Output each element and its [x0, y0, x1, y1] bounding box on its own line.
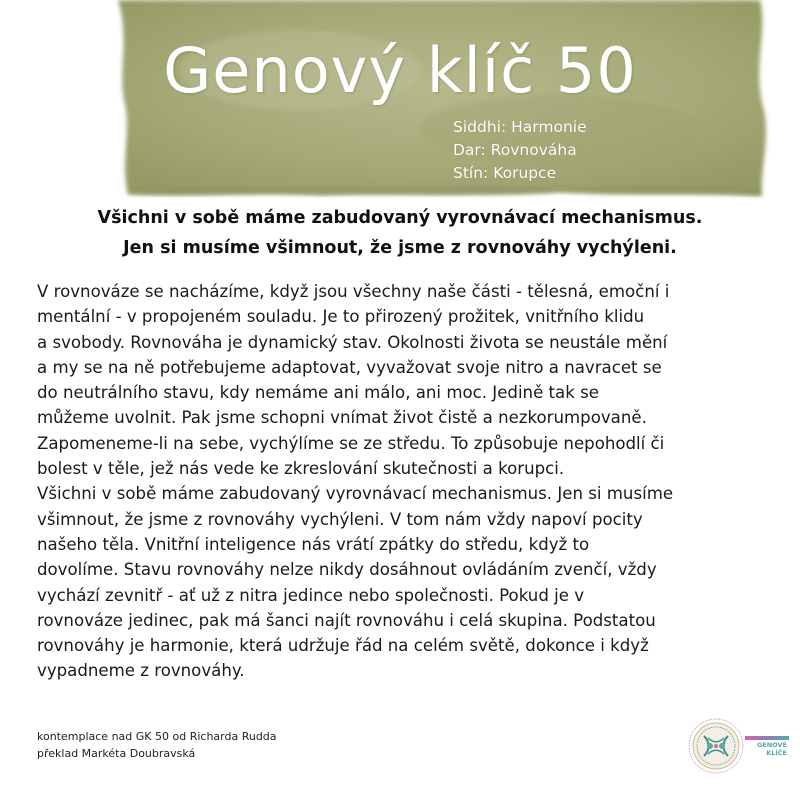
body-paragraph — [37, 279, 772, 684]
logo-wordmark — [747, 741, 787, 757]
siddhi-label: Siddhi: Harmonie — [453, 118, 587, 136]
body-line: rovnováhy je harmonie, která udržuje řád na celém světě, dokonce i když — [37, 636, 649, 656]
body-line: bolest v těle, jež nás vede ke zkreslování skutečnosti a korupci. — [37, 459, 565, 479]
body-line: můžeme uvolnit. Pak jsme schopni vnímat život čistě a nezkorumpovaně. — [37, 408, 647, 428]
headline-line-1: Všichni v sobě máme zabudovaný vyrovnávací mechanismus. — [97, 208, 703, 228]
body-line: V rovnováze se nacházíme, když jsou všechny naše části - tělesná, emoční i — [37, 282, 670, 301]
shadow-label: Stín: Korupce — [453, 164, 557, 182]
gift-label: Dar: Rovnováha — [453, 141, 577, 159]
body-line: Všichni v sobě máme zabudovaný vyrovnávací mechanismus. Jen si musíme — [37, 484, 674, 504]
headline-line-2: Jen si musíme všimnout, že jsme z rovnováhy vychýleni. — [123, 238, 677, 258]
body-line: mentální - v propojeném souladu. Je to přirozený prožitek, vnitřního klidu — [37, 307, 645, 327]
body-line: Zapomeneme-li na sebe, vychýlíme se ze středu. To způsobuje nepohodlí či — [37, 433, 665, 453]
page-title: Genový klíč 50 — [163, 34, 637, 107]
body-line: a my se na ně potřebujeme adaptovat, vyvažovat svoje nitro a navracet se — [37, 357, 662, 377]
body-line: našeho těla. Vnitřní inteligence nás vrátí zpátky do středu, když to — [37, 534, 590, 554]
gene-key-attributes — [453, 116, 587, 185]
body-line: do neutrálního stavu, kdy nemáme ani málo, ani moc. Jedině tak se — [37, 383, 599, 403]
logo-word-1: GENOVÉ — [756, 741, 787, 749]
credits — [37, 728, 277, 762]
credits-author: kontemplace nad GK 50 od Richarda Rudda — [37, 730, 277, 743]
body-line: vychází zevnitř - ať už z nitra jedince nebo společnosti. Pokud je v — [37, 585, 585, 605]
logo-color-bar — [745, 736, 789, 740]
body-line: všimnout, že jsme z rovnováhy vychýleni. V tom nám vždy napoví pocity — [37, 509, 643, 529]
body-line: vypadneme z rovnováhy. — [37, 661, 245, 681]
body-line: rovnováze jedinec, pak má šanci najít rovnováhu i celá skupina. Podstatou — [37, 610, 656, 630]
logo-word-2: KLÍČE — [766, 749, 787, 757]
body-line: dovolíme. Stavu rovnováhy nelze nikdy dosáhnout ovládáním zvenčí, vždy — [37, 560, 657, 580]
body-line: a svobody. Rovnováha je dynamický stav. Okolnosti života se neustále mění — [37, 332, 668, 352]
credits-translator: překlad Markéta Doubravská — [37, 747, 196, 760]
headline — [0, 203, 800, 263]
